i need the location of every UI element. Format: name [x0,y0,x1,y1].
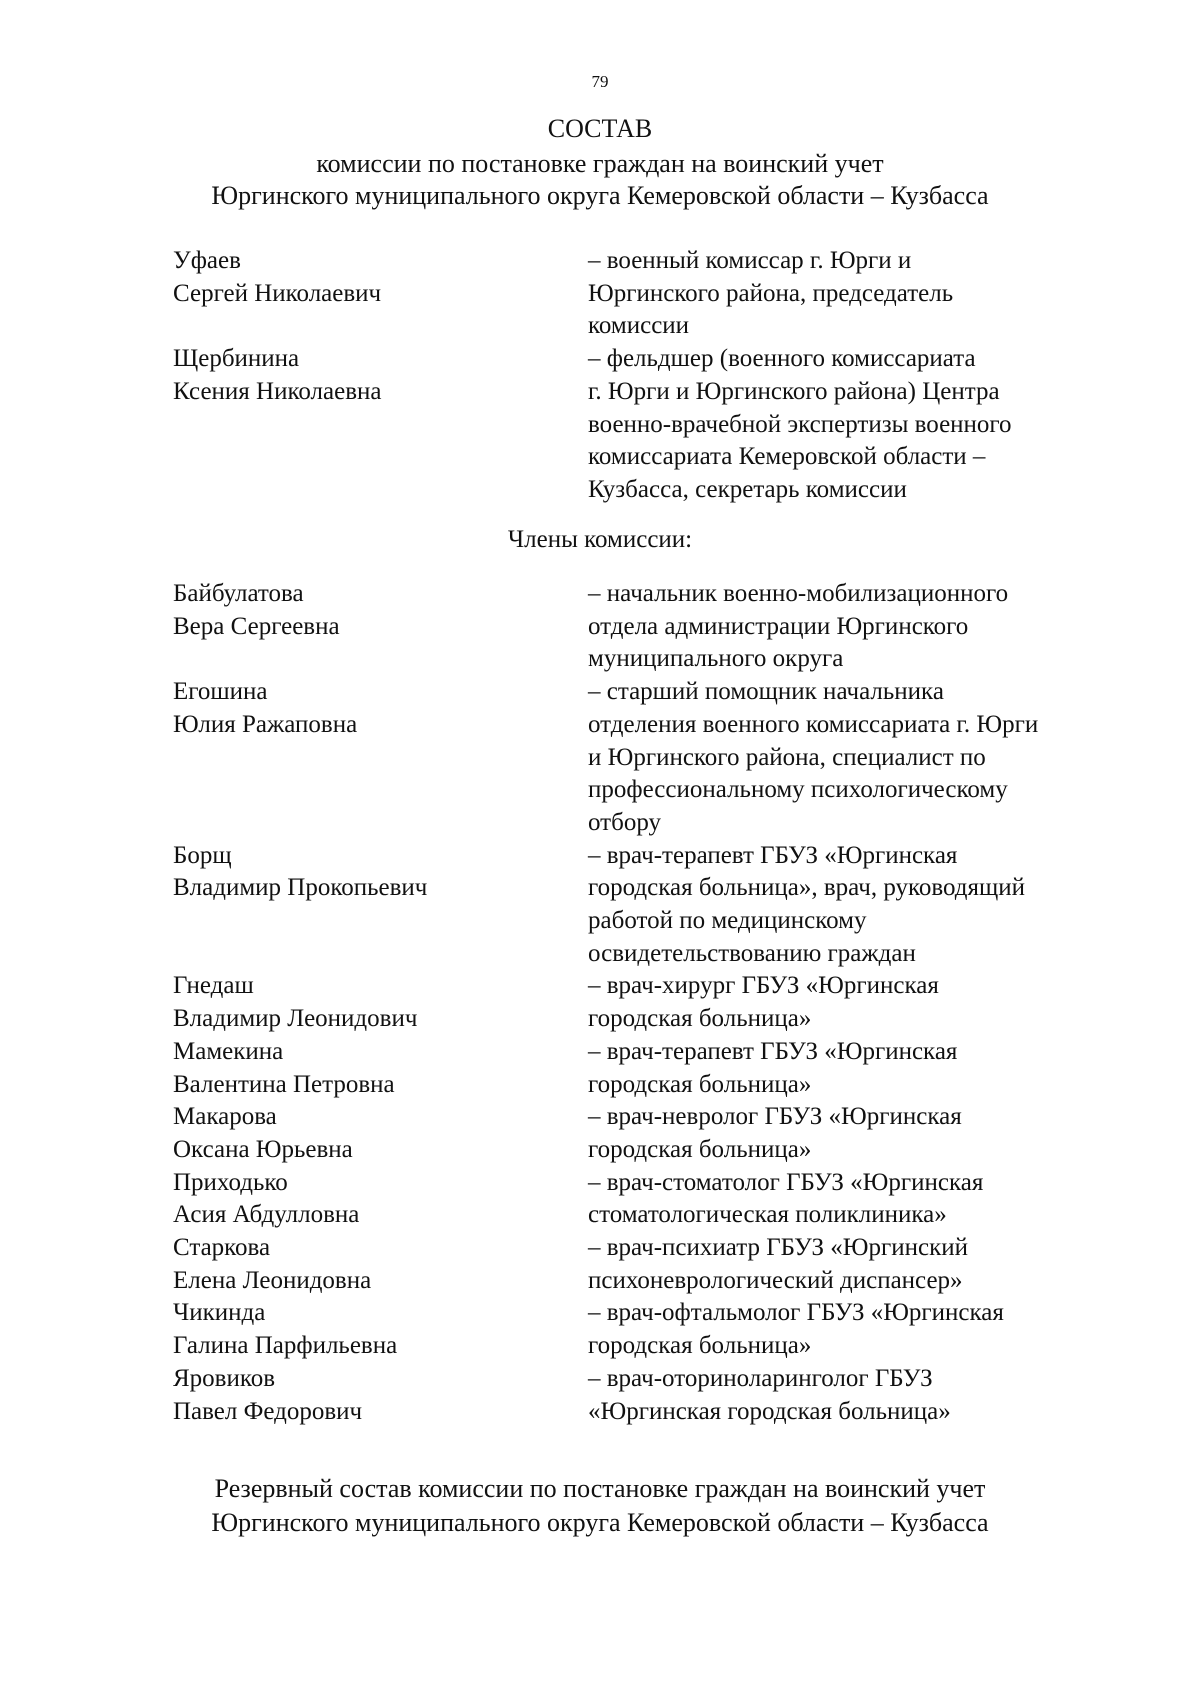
person-name: Щербинина Ксения Николаевна [173,345,382,405]
reserve-heading-line-2: Юргинского муниципального округа Кемеровской области – Кузбасса [211,1508,989,1537]
document-title: СОСТАВ [547,114,653,143]
members-list [173,578,1133,1428]
roster-entry [173,840,1133,971]
roster-entry [173,676,1133,840]
person-role: – военный комиссар г. Юрги и Юргинского района, председатель комиссии [588,247,954,340]
person-role: – врач-терапевт ГБУЗ «Юргинская городская больница» [588,1037,958,1098]
person-name: Яровиков Павел Федорович [173,1364,363,1425]
roster-entry [173,578,1133,676]
person-role: – врач-оториноларинголог ГБУЗ «Юргинская городская больница» [588,1364,951,1425]
person-name: Байбулатова Вера Сергеевна [173,580,340,640]
person-role: – врач-психиатр ГБУЗ «Юргинский психоневрологический диспансер» [588,1234,968,1294]
person-role: – врач-терапевт ГБУЗ «Юргинская городская больница», врач, руководящий работой по медицинскому освидетельствованию граждан [588,841,1025,967]
person-role: – фельдшер (военного комиссариата г. Юрги и Юргинского района) Центра военно-врачебной экспертизы военного комиссариата Кемеровской области – Кузбасса, секретарь комиссии [588,345,1012,503]
members-heading: Члены комиссии: [507,526,693,553]
roster-entry [173,1167,1133,1232]
person-role: – начальник военно-мобилизационного отдела администрации Юргинского муниципального округа [588,580,1009,673]
person-name: Макарова Оксана Юрьевна [173,1103,353,1163]
person-role: – старший помощник начальника отделения военного комиссариата г. Юрги и Юргинского района, специалист по профессиональному психологическому отбору [588,678,1039,836]
page-number: 79 [591,72,609,91]
person-name: Старкова Елена Леонидовна [173,1234,372,1294]
person-name: Гнедаш Владимир Леонидович [173,972,418,1033]
document-subtitle-line-1: комиссии по постановке граждан на воинский учет [316,149,884,178]
person-role: – врач-хирург ГБУЗ «Юргинская городская больница» [588,972,939,1033]
reserve-heading-line-1: Резервный состав комиссии по постановке граждан на воинский учет [214,1474,986,1503]
leadership-list [173,245,1133,507]
person-name: Борщ Владимир Прокопьевич [173,841,428,902]
document-subtitle-line-2: Юргинского муниципального округа Кемеровской области – Кузбасса [211,181,989,210]
person-name: Егошина Юлия Ражаповна [173,678,358,738]
roster-entry [173,970,1133,1035]
person-name: Уфаев Сергей Николаевич [173,247,382,307]
person-role: – врач-невролог ГБУЗ «Юргинская городская больница» [588,1103,962,1163]
roster-entry-secretary [173,343,1133,507]
person-name: Приходько Асия Абдулловна [173,1168,360,1229]
roster-entry [173,1363,1133,1428]
roster-entry [173,1297,1133,1362]
roster-entry [173,1232,1133,1297]
person-role: – врач-стоматолог ГБУЗ «Юргинская стоматологическая поликлиника» [588,1168,984,1229]
person-role: – врач-офтальмолог ГБУЗ «Юргинская городская больница» [588,1299,1004,1360]
person-name: Мамекина Валентина Петровна [173,1037,395,1098]
roster-entry [173,1036,1133,1101]
roster-entry [173,1101,1133,1166]
person-name: Чикинда Галина Парфильевна [173,1299,398,1360]
roster-entry-chairman [173,245,1133,343]
